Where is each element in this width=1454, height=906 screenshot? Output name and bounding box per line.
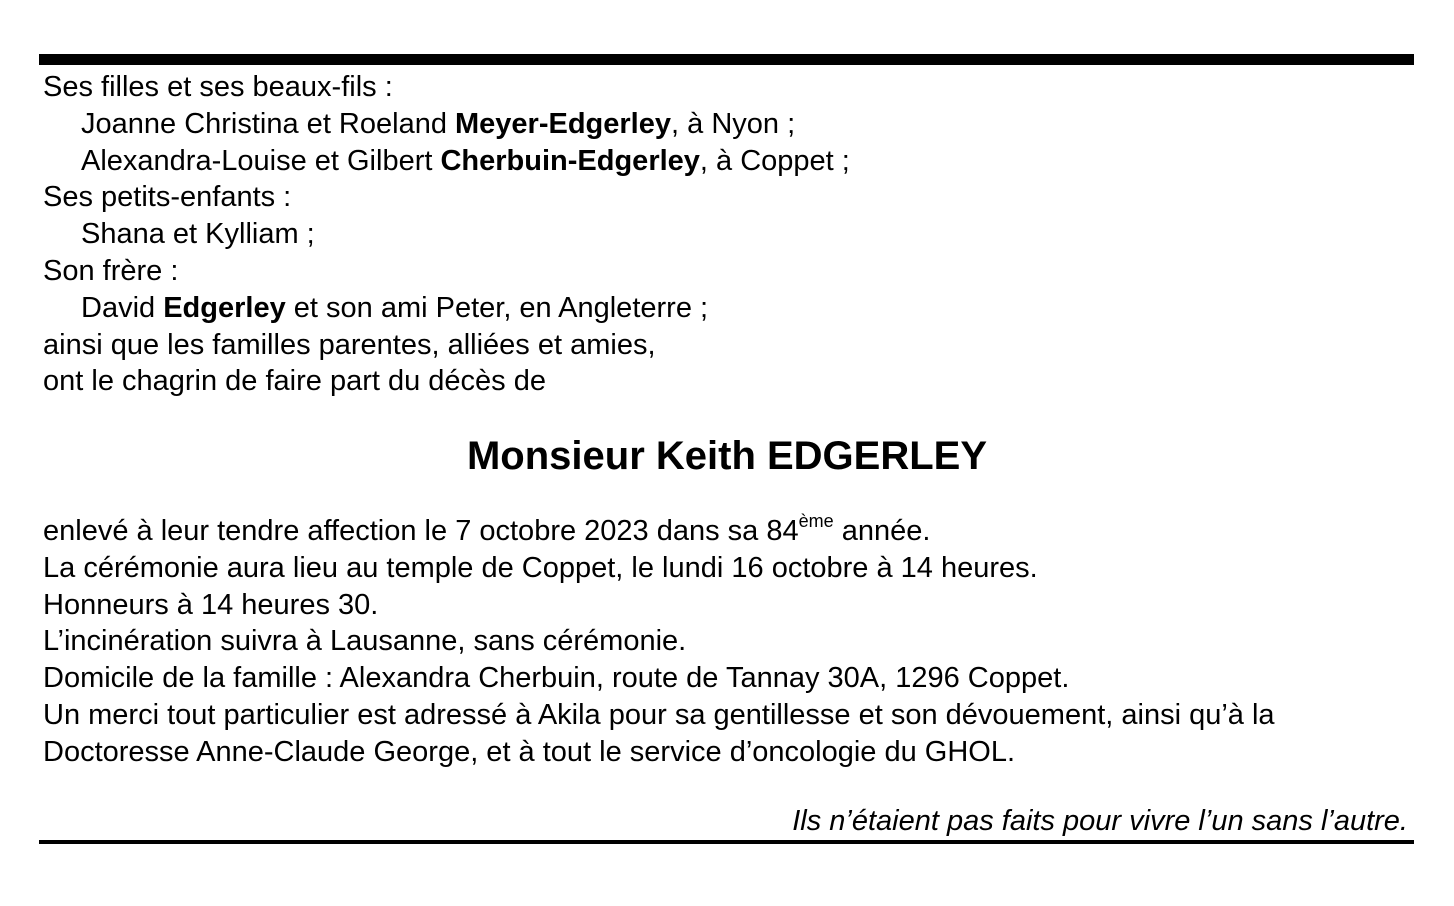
family-surname: Meyer-Edgerley (455, 107, 672, 140)
family-list (43, 69, 1418, 400)
detail-line: Domicile de la famille : Alexandra Cherbuin, route de Tannay 30A, 1296 Coppet. (43, 662, 1070, 695)
detail-text: année. (833, 515, 931, 547)
family-line: Shana et Kylliam ; (81, 218, 315, 251)
family-text: et son ami Peter, en Angleterre ; (285, 291, 709, 324)
detail-line: L’incinération suivra à Lausanne, sans cérémonie. (43, 625, 687, 658)
family-text: , à Coppet ; (699, 144, 850, 177)
detail-text: enlevé à leur tendre affection le 7 octobre 2023 dans sa 84 (43, 515, 799, 547)
family-surname: Cherbuin-Edgerley (440, 144, 700, 177)
detail-line (43, 513, 1418, 550)
family-line: ont le chagrin de faire part du décès de (43, 365, 546, 398)
family-line: Ses petits-enfants : (43, 181, 292, 214)
family-text: David (81, 291, 164, 324)
detail-line: La cérémonie aura lieu au temple de Coppet, le lundi 16 octobre à 14 heures. (43, 551, 1038, 584)
family-text: Joanne Christina et Roeland (81, 107, 456, 140)
family-surname: Edgerley (163, 291, 286, 324)
family-line (43, 290, 1418, 327)
closing-quote: Ils n’étaient pas faits pour vivre l’un sans l’autre. (792, 805, 1408, 837)
family-text: Alexandra-Louise et Gilbert (81, 144, 441, 177)
family-line: Ses filles et ses beaux-fils : (43, 71, 393, 103)
family-line: Son frère : (43, 254, 179, 287)
family-line (43, 106, 1418, 143)
detail-line: Honneurs à 14 heures 30. (43, 588, 379, 621)
top-rule (39, 54, 1414, 65)
detail-line: Doctoresse Anne-Claude George, et à tout le service d’oncologie du GHOL. (43, 735, 1016, 768)
deceased-name: Monsieur Keith EDGERLEY (466, 434, 988, 478)
ordinal-suffix: ème (798, 511, 834, 532)
family-line: ainsi que les familles parentes, alliées et amies, (43, 328, 656, 361)
bottom-rule (39, 840, 1414, 844)
family-line (43, 143, 1418, 180)
family-text: , à Nyon ; (671, 107, 796, 140)
details (43, 513, 1418, 771)
detail-line: Un merci tout particulier est adressé à Akila pour sa gentillesse et son dévouement, ainsi qu’à la (43, 698, 1275, 731)
